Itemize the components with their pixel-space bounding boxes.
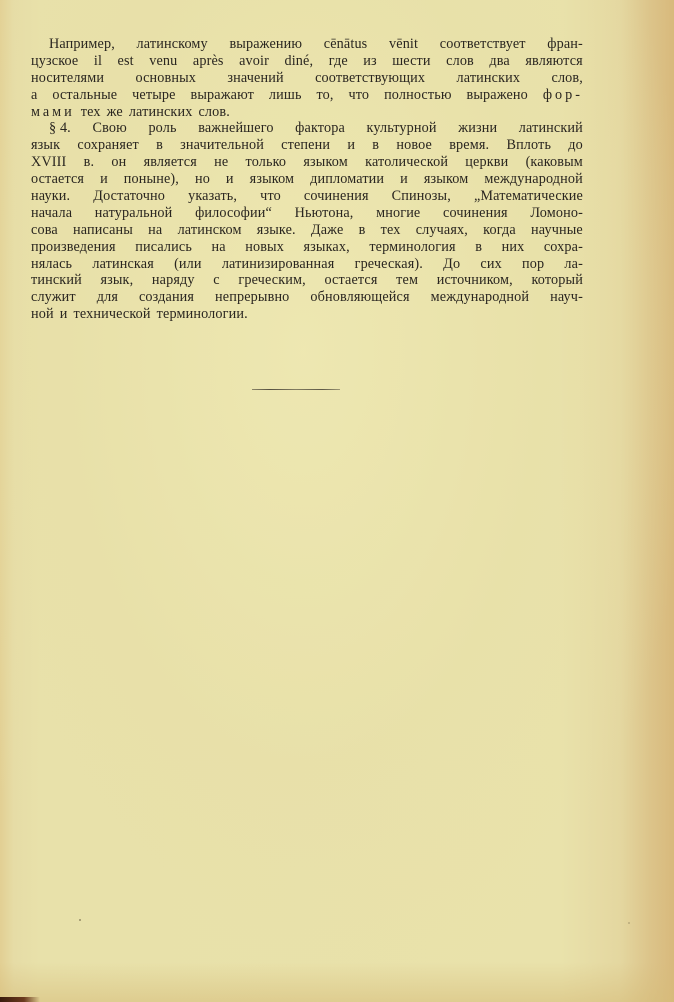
word: тем xyxy=(396,272,419,289)
page-corner-mark xyxy=(0,997,40,1002)
text-line xyxy=(31,87,583,104)
word: создания xyxy=(138,289,195,306)
word: с xyxy=(213,272,220,289)
text-line xyxy=(31,306,583,323)
word: Спинозы, xyxy=(391,188,451,205)
word: новых xyxy=(245,238,284,255)
word: латинскому xyxy=(136,36,208,52)
word: языком xyxy=(423,171,469,188)
word: в xyxy=(475,238,483,255)
word: терминология xyxy=(369,238,456,255)
word: мами xyxy=(31,103,75,120)
text-line xyxy=(31,239,583,256)
word: Вплоть xyxy=(506,137,552,154)
word: но xyxy=(194,171,210,188)
word: тех xyxy=(80,103,101,120)
word: писались xyxy=(135,238,192,255)
word: католической xyxy=(365,154,449,171)
word: venu xyxy=(149,52,178,69)
word: ной xyxy=(31,306,54,323)
word: и xyxy=(347,137,356,154)
text-line xyxy=(31,137,583,154)
word: язык, xyxy=(100,272,134,289)
word: языке. xyxy=(256,221,296,238)
word: Например, xyxy=(49,36,115,52)
word: языком xyxy=(303,154,348,171)
word: полностью xyxy=(384,86,452,103)
word: значений xyxy=(227,69,284,86)
word: соответствует xyxy=(439,36,526,52)
word: он xyxy=(111,154,127,171)
word: сочинения xyxy=(443,204,508,221)
word: в. xyxy=(83,154,95,171)
word: цузское xyxy=(31,52,79,69)
word: только xyxy=(245,154,287,171)
paper-speck xyxy=(79,919,81,921)
word: науки. xyxy=(31,188,71,205)
word: слов, xyxy=(551,69,583,86)
word: что xyxy=(348,86,370,103)
word: то, xyxy=(316,86,334,103)
word: же xyxy=(106,103,123,120)
word: До xyxy=(443,255,461,272)
word: тех xyxy=(380,221,401,238)
word: сова xyxy=(31,221,58,238)
word: церкви xyxy=(465,154,509,171)
word: когда xyxy=(483,221,516,238)
word: латинских xyxy=(128,103,193,120)
word: жизни xyxy=(458,120,498,137)
word: степени xyxy=(281,137,331,154)
word: сохра- xyxy=(543,238,583,255)
word: носителями xyxy=(31,69,105,86)
word: выражению xyxy=(229,36,303,52)
word: непрерывно xyxy=(215,289,290,306)
text-line xyxy=(31,256,583,273)
word: языках, xyxy=(303,238,350,255)
word: культурной xyxy=(366,120,437,137)
word: на xyxy=(148,221,163,238)
word: и xyxy=(225,171,234,188)
section-4-heading-line xyxy=(31,120,583,137)
word: остается xyxy=(324,272,378,289)
word: где xyxy=(328,52,348,69)
text-line xyxy=(31,188,583,205)
section-divider-rule xyxy=(252,389,340,390)
text-line xyxy=(31,289,583,306)
word: выражено xyxy=(466,86,528,103)
word: Ломоно- xyxy=(530,204,583,221)
word: остальные xyxy=(52,86,118,103)
word: является xyxy=(143,154,197,171)
word: фран- xyxy=(547,36,583,52)
word: а xyxy=(31,86,38,103)
word: обновляющейся xyxy=(310,289,410,306)
word: нялась xyxy=(31,255,73,272)
word: научные xyxy=(531,221,583,238)
word: après xyxy=(192,52,224,69)
word: „Математические xyxy=(473,188,583,205)
word: дипломатии xyxy=(310,171,385,188)
word: время. xyxy=(449,137,490,154)
word: указать, xyxy=(188,188,238,205)
word: сочинения xyxy=(303,188,369,205)
text-line xyxy=(31,70,583,87)
word: в xyxy=(358,221,366,238)
word: сих xyxy=(480,255,502,272)
word: технической xyxy=(73,306,151,323)
word: в xyxy=(156,137,163,154)
text-line xyxy=(31,171,583,188)
word: латинская xyxy=(92,255,154,272)
word: est xyxy=(117,52,134,69)
word: лишь xyxy=(268,86,302,103)
word: слов xyxy=(446,52,474,69)
word: новое xyxy=(396,137,432,154)
word: международной xyxy=(430,289,530,306)
word: терминологии. xyxy=(156,306,248,323)
word: латинизированная xyxy=(221,255,335,272)
section-number: § 4. xyxy=(49,120,71,137)
word: два xyxy=(489,52,510,69)
word: науч- xyxy=(550,289,583,306)
word: начала xyxy=(31,204,73,221)
word: до xyxy=(568,137,583,154)
page-bottom-shading xyxy=(0,962,674,1002)
word: пор xyxy=(522,255,545,272)
word: латинских xyxy=(456,69,521,86)
word: и xyxy=(59,306,68,323)
word: Свою xyxy=(92,120,127,137)
word: из xyxy=(363,52,377,69)
word: Ньютона, xyxy=(294,204,354,221)
word: служит xyxy=(31,289,76,306)
word: важнейшего xyxy=(198,120,274,137)
word: них xyxy=(501,238,525,255)
word: cēnātus xyxy=(323,36,368,52)
word: Достаточно xyxy=(93,188,166,205)
word: не xyxy=(214,154,229,171)
word: наряду xyxy=(151,272,195,289)
word: XVIII xyxy=(31,154,67,171)
word: Даже xyxy=(310,221,344,238)
word: натуральной xyxy=(94,204,173,221)
word: слов. xyxy=(198,103,230,120)
text-line xyxy=(31,222,583,239)
text-line xyxy=(31,205,583,222)
word: греческим, xyxy=(238,272,306,289)
word: diné, xyxy=(284,52,314,69)
text-line xyxy=(31,272,583,289)
text-line xyxy=(31,36,583,53)
word: ла- xyxy=(564,255,583,272)
page-text xyxy=(31,36,583,323)
word: латинский xyxy=(518,120,583,137)
text-line xyxy=(31,154,583,171)
word: для xyxy=(96,289,118,306)
word: и xyxy=(400,171,408,188)
text-line xyxy=(31,104,583,121)
word: vēnit xyxy=(389,36,419,52)
word: фор- xyxy=(542,86,583,103)
word: тинский xyxy=(31,272,82,289)
word: (каковым xyxy=(525,154,583,171)
word: международной xyxy=(484,171,583,188)
word: роль xyxy=(148,120,177,137)
word: сохраняет xyxy=(77,137,139,154)
word: основных xyxy=(135,69,197,86)
word: греческая). xyxy=(354,255,423,272)
word: il xyxy=(93,52,103,69)
text-line xyxy=(31,53,583,70)
word: остается xyxy=(31,171,85,188)
paper-speck xyxy=(628,922,630,924)
word: соответствующих xyxy=(315,69,426,86)
word: avoir xyxy=(239,52,269,69)
word: латинском xyxy=(177,221,242,238)
word: в xyxy=(372,137,380,154)
word: на xyxy=(211,238,226,255)
word: произведения xyxy=(31,238,116,255)
word: что xyxy=(260,188,281,205)
word: (или xyxy=(174,255,202,272)
word: выражают xyxy=(190,86,255,103)
word: случаях, xyxy=(415,221,468,238)
word: языком xyxy=(249,171,295,188)
word: фактора xyxy=(295,120,345,137)
word: написаны xyxy=(73,221,133,238)
word: являются xyxy=(525,52,583,69)
word: философии“ xyxy=(195,204,272,221)
word: шести xyxy=(392,52,431,69)
word: язык xyxy=(31,137,61,154)
word: значительной xyxy=(180,137,264,154)
word: поныне), xyxy=(123,171,179,188)
word: четыре xyxy=(132,86,176,103)
word: и xyxy=(100,171,108,188)
word: который xyxy=(531,272,583,289)
word: многие xyxy=(376,204,421,221)
word: источником, xyxy=(436,272,513,289)
